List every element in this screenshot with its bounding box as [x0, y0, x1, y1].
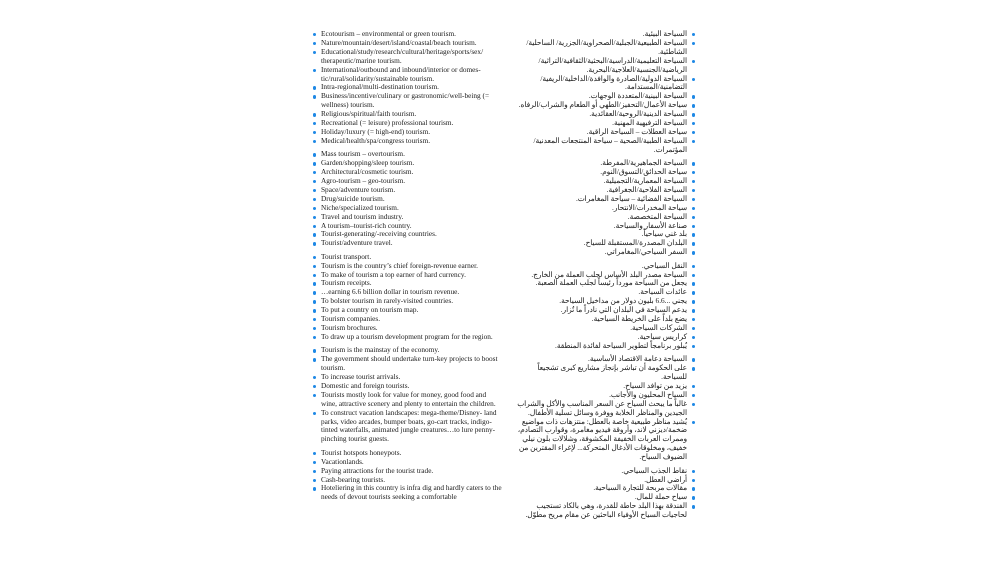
arabic-term-text: صناعة الأسفار والسياحة. — [613, 220, 687, 230]
english-term-item — [312, 137, 502, 146]
arabic-term-item — [514, 75, 696, 93]
arabic-term-text: السياحة الدولية/الصادرة والوافدة/الداخلية/الريفية/ التضامنية/المستدامة. — [540, 73, 687, 92]
bullet-icon — [313, 412, 316, 415]
bullet-icon — [313, 198, 316, 201]
bullet-icon — [313, 479, 316, 482]
bullet-icon — [313, 86, 316, 89]
english-term-text: To construct vacation landscapes: mega-theme/Disney- land parks, video arcades, bumper boats, go-cart tracks, indigo-tinted waterfalls, animated jungle creatures…to lure penny-pinching tourist guests. — [321, 407, 497, 444]
bullet-icon — [313, 140, 316, 143]
arabic-term-text: سياح حملة للمال. — [634, 492, 687, 502]
english-term-text: Space/adventure tourism. — [321, 184, 396, 194]
bullet-icon — [692, 33, 695, 36]
bullet-icon — [313, 318, 316, 321]
bullet-icon — [692, 233, 695, 236]
bullet-icon — [313, 487, 316, 490]
bullet-icon — [692, 403, 695, 406]
english-term-text: Nature/mountain/desert/island/coastal/beach tourism. — [321, 37, 477, 47]
english-term-text: Tourism companies. — [321, 314, 381, 324]
arabic-term-text: سياحة المخدرات/الانتحار. — [612, 202, 687, 212]
english-term-item — [312, 333, 502, 342]
english-term-text: Medical/health/spa/congress tourism. — [321, 135, 431, 145]
arabic-term-item — [514, 502, 696, 520]
bullet-icon — [692, 505, 695, 508]
english-term-text: A tourism–tourist-rich country. — [321, 220, 412, 230]
bullet-icon — [692, 336, 695, 339]
arabic-term-text: السفر السياحي/المغامراتي. — [604, 247, 687, 257]
english-term-text: Vacationlands. — [321, 456, 364, 466]
bullet-icon — [313, 385, 316, 388]
english-term-text: Recreational (= leisure) professional tourism. — [321, 118, 454, 128]
english-term-list — [312, 30, 502, 502]
arabic-term-item — [514, 248, 696, 257]
bullet-icon — [313, 282, 316, 285]
bullet-icon — [313, 265, 316, 268]
english-term-text: Niche/specialized tourism. — [321, 202, 399, 212]
bullet-icon — [692, 189, 695, 192]
english-term-text: Tourism is the mainstay of the economy. — [321, 345, 440, 355]
bullet-icon — [313, 113, 316, 116]
bullet-icon — [692, 487, 695, 490]
bullet-icon — [692, 207, 695, 210]
arabic-term-text: يجني ...6.6 بليون دولار من مداخيل السياحة. — [559, 296, 687, 306]
bullet-icon — [692, 162, 695, 165]
arabic-term-text: يضع بلداً على الخريطة السياحية. — [591, 314, 687, 324]
bullet-icon — [313, 42, 316, 45]
bullet-icon — [692, 104, 695, 107]
english-term-item — [312, 409, 502, 445]
bullet-icon — [692, 171, 695, 174]
bullet-icon — [313, 95, 316, 98]
english-term-text: Holiday/luxury (= high-end) tourism. — [321, 126, 431, 136]
english-term-text: To draw up a tourism development program for the region. — [321, 331, 493, 341]
bullet-icon — [313, 189, 316, 192]
bullet-icon — [692, 131, 695, 134]
bullet-icon — [313, 242, 316, 245]
bullet-icon — [692, 274, 695, 277]
arabic-term-text: سياحة الأعمال/التحفيز/الطهي أو الطعام والشراب/الرفاه. — [518, 100, 687, 110]
arabic-term-text: السياحة المعمارية/التجميلية. — [603, 176, 687, 185]
arabic-term-text: الشركات السياحية. — [630, 323, 687, 332]
bullet-icon — [313, 349, 316, 352]
arabic-term-text: السياحة الفلاحية/الجغرافية. — [606, 184, 687, 194]
bullet-icon — [313, 461, 316, 464]
arabic-column — [514, 30, 696, 520]
bullet-icon — [692, 113, 695, 116]
bullet-icon — [313, 291, 316, 294]
english-term-item — [312, 48, 502, 66]
bullet-icon — [313, 309, 316, 312]
english-term-text: Tourism is the country’s chief foreign-revenue earner. — [321, 260, 478, 270]
bullet-icon — [692, 216, 695, 219]
arabic-term-text: كراريس سياحية. — [637, 331, 687, 341]
english-term-text: Agro-tourism – geo-tourism. — [321, 176, 406, 185]
bullet-icon — [313, 327, 316, 330]
bullet-icon — [692, 358, 695, 361]
arabic-term-text: السياح المحليون والأجانب. — [609, 389, 687, 399]
document-page — [312, 30, 696, 530]
english-term-text: Travel and tourism industry. — [321, 211, 404, 221]
arabic-term-text: السياحة الطبيعية/الجبلية/الصحراوية/الجزرية/ الساحلية/الشاطئية. — [526, 37, 687, 56]
arabic-term-text: أراضي العطل. — [644, 474, 687, 484]
english-term-item — [312, 92, 502, 110]
bullet-icon — [313, 131, 316, 134]
bullet-icon — [692, 291, 695, 294]
bullet-icon — [692, 225, 695, 228]
arabic-term-list — [514, 30, 696, 520]
arabic-term-text: نقاط الجذب السياحي. — [621, 465, 687, 475]
bullet-icon — [692, 122, 695, 125]
english-term-text: Business/incentive/culinary or gastronomic/well-being (= wellness) tourism. — [321, 91, 490, 110]
english-term-text: Tourism receipts. — [321, 278, 372, 288]
arabic-term-text: السياحة الطبية/الصحية – سياحة المنتجعات المعدنية/ المؤتمرات. — [533, 135, 687, 154]
arabic-term-item — [514, 400, 696, 418]
bullet-icon — [313, 207, 316, 210]
bullet-icon — [692, 394, 695, 397]
english-term-item — [312, 355, 502, 373]
arabic-term-text: السياحة الترفيهية المهنية. — [612, 118, 687, 128]
arabic-term-text: السياحة البينية/المتعددة الوجهات. — [588, 91, 687, 101]
english-term-text: International/outbound and inbound/interior or domes- tic/rural/solidarity/sustainable tourism. — [321, 64, 481, 83]
bullet-icon — [692, 282, 695, 285]
english-term-text: Drug/suicide tourism. — [321, 193, 385, 203]
arabic-term-text: السياحة الدينية/الروحية/العقائدية. — [589, 109, 687, 119]
english-column — [312, 30, 502, 502]
english-term-text: Domestic and foreign tourists. — [321, 380, 410, 390]
english-term-text: Hoteliering in this country is infra dig and hardly caters to the needs of devout tourists seeking a comfortable — [321, 483, 502, 502]
bullet-icon — [313, 51, 316, 54]
bullet-icon — [692, 309, 695, 312]
bullet-icon — [692, 327, 695, 330]
bullet-icon — [692, 496, 695, 499]
bullet-icon — [313, 180, 316, 183]
bullet-icon — [313, 153, 316, 156]
english-term-text: To put a country on tourism map. — [321, 305, 419, 315]
bullet-icon — [313, 216, 316, 219]
bullet-icon — [313, 122, 316, 125]
english-term-text: Tourism brochures. — [321, 323, 378, 332]
bullet-icon — [313, 171, 316, 174]
bullet-icon — [692, 318, 695, 321]
arabic-term-text: السياحة مصدر البلد الأساس لجلب العملة من الخارج. — [531, 269, 687, 279]
english-term-text: Mass tourism – overtourism. — [321, 149, 405, 159]
arabic-term-text: يجعل من السياحة مورداً رئيساً لجلب العملة الصعبة. — [535, 278, 687, 288]
bullet-icon — [692, 95, 695, 98]
english-term-text: The government should undertake turn-key projects to boost tourism. — [321, 354, 498, 373]
english-term-text: Tourist/adventure travel. — [321, 238, 393, 248]
bullet-icon — [692, 60, 695, 63]
bullet-icon — [692, 367, 695, 370]
arabic-term-text: السياحة المتخصصة. — [627, 211, 687, 221]
arabic-term-text: السياحة التعليمية/الدراسية/البحثية/الثقافية/التراثية/ الرياضية/الجنسية/العلاجية/البحرية. — [538, 55, 687, 74]
bullet-icon — [692, 345, 695, 348]
bullet-icon — [313, 33, 316, 36]
arabic-term-text: النقل السياحي. — [641, 260, 687, 270]
english-term-item — [312, 484, 502, 502]
arabic-term-text: سياحة الحدائق/التسوق/النوم. — [600, 167, 687, 177]
english-term-text: Tourist hotspots honeypots. — [321, 447, 402, 457]
bullet-icon — [313, 162, 316, 165]
bullet-icon — [692, 42, 695, 45]
bullet-icon — [692, 265, 695, 268]
bullet-icon — [313, 336, 316, 339]
bullet-icon — [692, 140, 695, 143]
arabic-term-text: الفندقة بهذا البلد حاطة للقدرة، وهي بالكاد تستجيب لحاجيات السياح الأوفياء الباحثين عن مقام مريح مطوّل. — [525, 501, 687, 520]
arabic-term-text: سياحة العطلات – السياحة الراقية. — [586, 126, 687, 136]
bullet-icon — [313, 376, 316, 379]
arabic-term-item — [514, 57, 696, 75]
bullet-icon — [692, 180, 695, 183]
bullet-icon — [313, 452, 316, 455]
bullet-icon — [313, 394, 316, 397]
english-term-text: Tourists mostly look for value for money, good food and wine, attractive scenery and plenty to entertain the children. — [321, 389, 496, 408]
english-term-text: Tourist-generating/-receiving countries. — [321, 229, 437, 239]
bullet-icon — [692, 198, 695, 201]
english-term-text: To bolster tourism in rarely-visited countries. — [321, 296, 454, 306]
english-term-text: Religious/spiritual/faith tourism. — [321, 109, 417, 119]
bullet-icon — [313, 300, 316, 303]
english-term-text: To make of tourism a top earner of hard currency. — [321, 269, 466, 279]
english-term-text: …earning 6.6 billion dollar in tourism revenue. — [321, 287, 460, 297]
arabic-term-text: على الحكومة أن تباشر بإنجاز مشاريع كبرى تشجيعاً للسياحة. — [537, 363, 687, 382]
arabic-term-item — [514, 418, 696, 463]
bullet-icon — [692, 385, 695, 388]
arabic-term-text: السياحة الجماهيرية/المفرطة. — [600, 158, 687, 168]
arabic-term-text: السياحة الفضائية – سياحة المغامرات. — [575, 193, 687, 203]
arabic-term-text: يزيد من توافد السياح. — [623, 380, 687, 390]
bullet-icon — [313, 470, 316, 473]
english-term-item — [312, 66, 502, 84]
bullet-icon — [313, 274, 316, 277]
arabic-term-text: السياحة البيئية. — [642, 29, 687, 38]
english-term-text: Paying attractions for the tourist trade. — [321, 465, 434, 475]
bullet-icon — [692, 479, 695, 482]
arabic-term-item — [514, 364, 696, 382]
arabic-term-text: عائدات السياحة. — [638, 287, 687, 297]
english-term-text: Intra-regional/multi-destination tourism. — [321, 82, 439, 92]
arabic-term-text: البلدان المصدرة/المستقبلة للسياح. — [583, 238, 687, 248]
arabic-term-text: يدعم السياحة في البلدان التي نادراً ما تُزار. — [560, 305, 687, 315]
bullet-icon — [692, 470, 695, 473]
bullet-icon — [313, 233, 316, 236]
english-term-text: Architectural/cosmetic tourism. — [321, 167, 414, 177]
bullet-icon — [313, 69, 316, 72]
bullet-icon — [313, 256, 316, 259]
english-term-text: Ecotourism – environmental or green tourism. — [321, 29, 456, 38]
bullet-icon — [313, 358, 316, 361]
english-term-text: Tourist transport. — [321, 251, 372, 261]
arabic-term-text: بلد غني سياحياً. — [641, 229, 687, 239]
arabic-term-item — [514, 39, 696, 57]
bullet-icon — [692, 421, 695, 424]
bullet-icon — [692, 78, 695, 81]
bullet-icon — [692, 300, 695, 303]
arabic-term-text: مقالات مربحة للتجارة السياحية. — [593, 483, 687, 493]
arabic-term-text: يُبلور برنامجاً لتطوير السياحة لفائدة المنطقة. — [555, 340, 687, 350]
arabic-term-text: السياحة دعامة الاقتصاد الأساسية. — [588, 354, 687, 364]
bullet-icon — [313, 225, 316, 228]
english-term-text: Cash-bearing tourists. — [321, 474, 386, 484]
english-term-text: Educational/study/research/cultural/heritage/sports/sex/ therapeutic/marine tourism. — [321, 46, 484, 65]
english-term-text: Garden/shopping/sleep tourism. — [321, 158, 415, 168]
english-term-text: To increase tourist arrivals. — [321, 372, 401, 382]
arabic-term-text: يُشيد مناظر طبيعية خاصة بالعطل: منتزهات ذات مواضيع ضخمة/ديزني لاند، وأروقة فيديو مغامرة، وقوارب التصادم، وممرات العربات الخفيفة المكشوفة، وشلالات بلون نيلي خفيف، ومخلوقات الأدغال المتحركة... لإغراء المقترين من الضيوف السياح. — [517, 416, 687, 462]
arabic-term-item — [514, 137, 696, 155]
arabic-term-item — [514, 342, 696, 351]
english-term-item — [312, 239, 502, 248]
bullet-icon — [692, 242, 695, 245]
english-term-item — [312, 391, 502, 409]
arabic-term-text: غالباً ما يبحث السياح عن السعر المناسب والأكل والشراب الجيدين والمناظر الخلابة ووفرة وسائل تسلية الأطفال. — [517, 398, 687, 417]
bullet-icon — [692, 251, 695, 254]
